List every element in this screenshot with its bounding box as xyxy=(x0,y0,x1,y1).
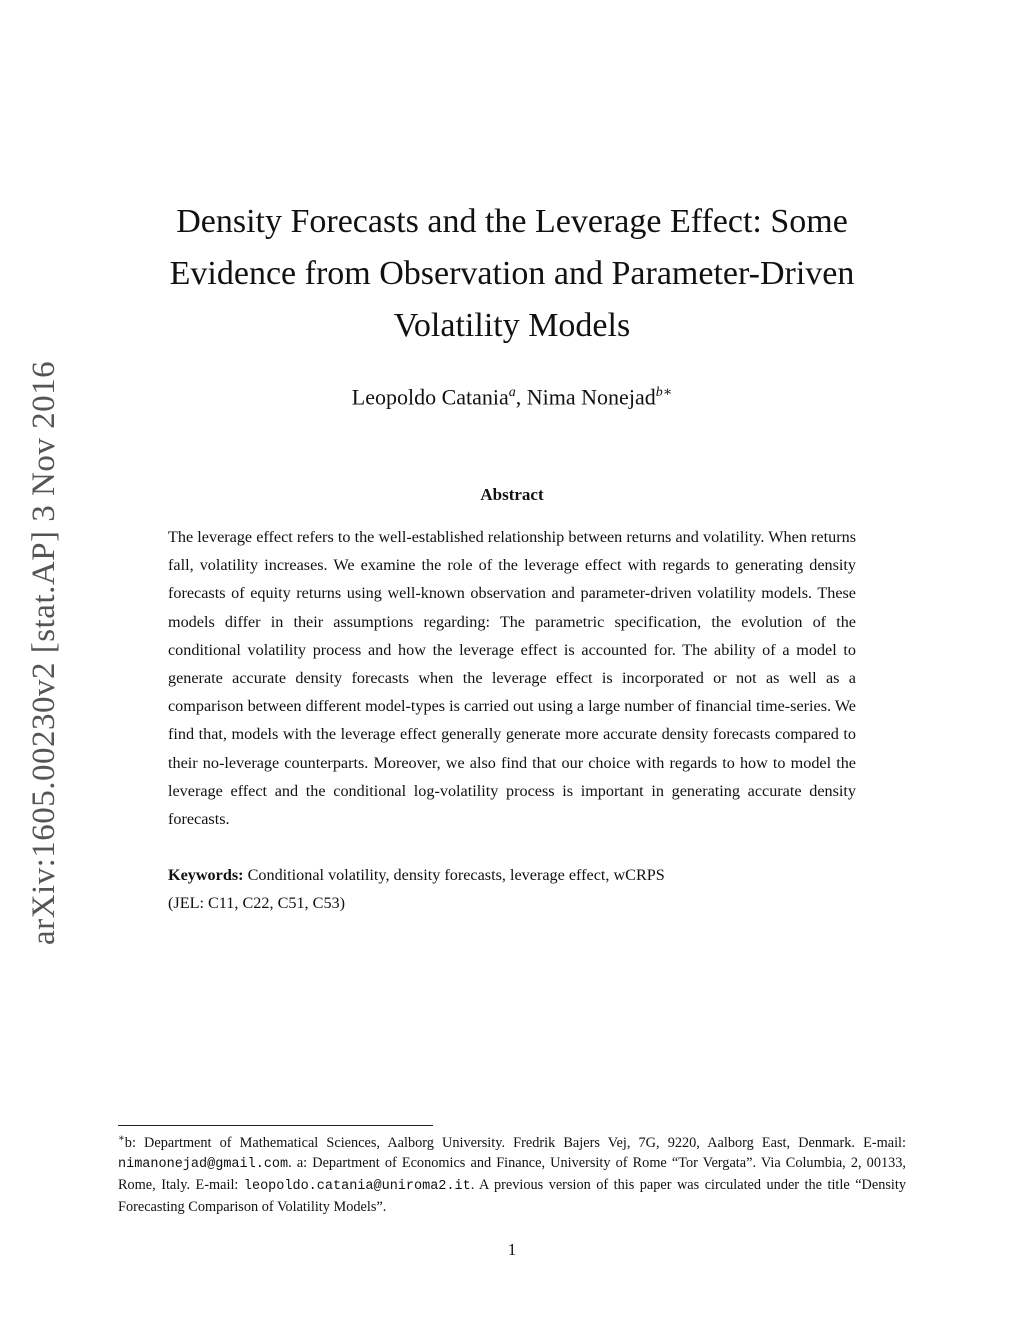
arxiv-stamp: arXiv:1605.00230v2 [stat.AP] 3 Nov 2016 xyxy=(26,360,62,945)
footnote-email-2[interactable]: leopoldo.catania@uniroma2.it xyxy=(243,1178,471,1194)
footnote-divider xyxy=(118,1125,433,1126)
abstract-body: The leverage effect refers to the well-established relationship between returns and volatility. When returns fall, volatility increases. We examine the role of the leverage effect with regards to generating density forecasts of equity returns using well-known observation and parameter-driven volatility models. These models differ in their assumptions regarding: The parametric specification, the evolution of the conditional volatility process and how the leverage effect is accounted for. The ability of a model to generate accurate density forecasts when the leverage effect is incorporated or not as well as a comparison between different model-types is carried out using a large number of financial time-series. We find that, models with the leverage effect generally generate more accurate density forecasts compared to their no-leverage counterparts. Moreover, we also find that our choice with regards to how to model the leverage effect and the conditional log-volatility process is important in generating accurate density forecasts. xyxy=(168,528,856,829)
keywords-section xyxy=(168,861,856,917)
keywords-line xyxy=(168,861,856,889)
footnote-text-1: b: Department of Mathematical Sciences, Aalborg University. Fredrik Bajers Vej, 7G, 9220, Aalborg East, Denmark. E-mail: xyxy=(124,1134,906,1151)
footnote-marker: ∗ xyxy=(118,1133,125,1144)
author-list xyxy=(110,377,914,413)
footnote-text-3: . A previous version of this paper was circulated under the title “Density Forecasting Comparison of Volatility Models”. xyxy=(118,1176,907,1215)
author-affiliation-1: a xyxy=(508,385,516,400)
author-name-2: Nima Nonejad xyxy=(526,384,656,410)
footnote xyxy=(118,1129,906,1217)
title-line-1: Density Forecasts and the Leverage Effect: Some xyxy=(176,203,848,240)
author-name-1: Leopoldo Catania xyxy=(351,384,509,410)
footnote-text-2: . a: Department of Economics and Finance, University of Rome “Tor Vergata”. Via Columbia, 2, 00133, Rome, Italy. E-mail: xyxy=(118,1154,906,1193)
paper-title xyxy=(110,196,914,352)
footnote-email-1[interactable]: nimanonejad@gmail.com xyxy=(118,1156,289,1172)
title-line-3: Volatility Models xyxy=(393,307,631,344)
abstract-heading: Abstract xyxy=(480,485,544,504)
author-affiliation-2: b∗ xyxy=(655,385,673,400)
title-line-2: Evidence from Observation and Parameter-Driven xyxy=(169,255,855,292)
jel-codes: (JEL: C11, C22, C51, C53) xyxy=(168,894,346,912)
page-number: 1 xyxy=(507,1240,517,1259)
keywords-label: Keywords: xyxy=(168,866,244,884)
author-separator: , xyxy=(515,384,527,410)
keywords-text: Conditional volatility, density forecasts, leverage effect, wCRPS xyxy=(243,866,665,884)
